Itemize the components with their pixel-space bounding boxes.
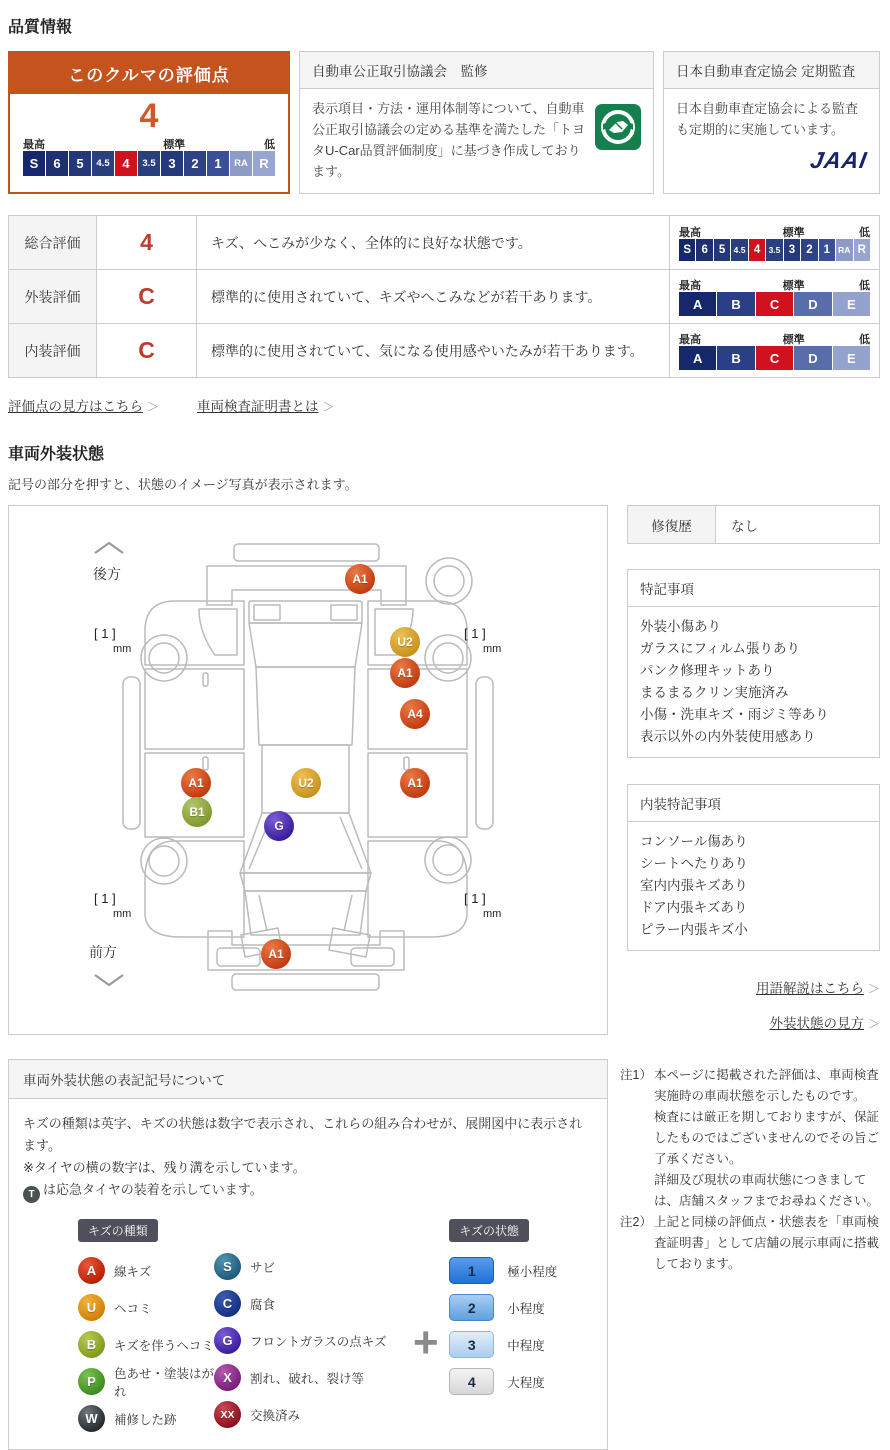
scale-cell-D: D bbox=[794, 346, 831, 370]
quality-header-row bbox=[8, 51, 880, 194]
scale-label-best: 最高 bbox=[23, 139, 45, 152]
kind-label: 割れ、破れ、裂け等 bbox=[250, 1371, 365, 1386]
assessment-grade: C bbox=[97, 324, 197, 378]
scale-cell-3: 3 bbox=[784, 239, 800, 261]
tire-depth-label: [ 1 ] bbox=[94, 891, 116, 906]
left-sill bbox=[123, 677, 140, 829]
interior-note-item: シートへたりあり bbox=[640, 856, 748, 871]
scale-cells bbox=[679, 239, 870, 261]
assessment-description: キズ、へこみが少なく、全体的に良好な状態です。 bbox=[197, 216, 670, 270]
kind-badge-U: U bbox=[78, 1294, 105, 1321]
right-sill bbox=[476, 677, 493, 829]
footnote-paragraph: 詳細及び現状の車両状態につきましては、店舗スタッフまでお尋ねください。 bbox=[654, 1173, 880, 1208]
scale-label-low: 低 bbox=[264, 139, 275, 152]
kind-badge-W: W bbox=[78, 1405, 105, 1432]
interior-note-item: ドア内張キズあり bbox=[640, 900, 748, 915]
score-scale bbox=[23, 136, 275, 176]
special-note-item: ガラスにフィルム張りあり bbox=[640, 641, 800, 656]
assessment-description: 標準的に使用されていて、キズやへこみなどが若干あります。 bbox=[197, 270, 670, 324]
front-plate bbox=[232, 974, 379, 990]
state-badge-2: 2 bbox=[449, 1294, 494, 1321]
kind-label: 腐食 bbox=[250, 1297, 276, 1312]
assessment-scale bbox=[670, 270, 880, 324]
assessment-table bbox=[8, 215, 880, 378]
scale-cell-2: 2 bbox=[801, 239, 817, 261]
repair-history bbox=[627, 505, 880, 544]
scale-cell-4: 4 bbox=[749, 239, 765, 261]
footnote-paragraph: 本ページに掲載された評価は、車両検査実施時の車両状態を示したものです。 bbox=[654, 1068, 879, 1103]
scale-cell-RA: RA bbox=[230, 151, 252, 176]
interior-notes-header: 内装特記事項 bbox=[628, 785, 879, 822]
jaai-box bbox=[663, 51, 880, 194]
scale-cell-RA: RA bbox=[836, 239, 852, 261]
repair-history-value: なし bbox=[731, 518, 758, 534]
scale-cell-S: S bbox=[23, 151, 45, 176]
kind-badge-S: S bbox=[214, 1253, 241, 1280]
scale-cell-S: S bbox=[679, 239, 695, 261]
legend-kind-C bbox=[214, 1285, 410, 1322]
car-damage-diagram bbox=[8, 505, 608, 1035]
scale-label-standard: 標準 bbox=[782, 227, 805, 239]
damage-kinds-tag: キズの種類 bbox=[78, 1219, 158, 1242]
kind-label: 交換済み bbox=[250, 1408, 301, 1423]
scale-cell-1: 1 bbox=[819, 239, 835, 261]
footnote-label: 注2） bbox=[620, 1215, 652, 1229]
scale-cells bbox=[23, 151, 275, 176]
assessment-label: 内装評価 bbox=[9, 324, 97, 378]
legend-header: 車両外装状態の表記記号について bbox=[9, 1060, 607, 1099]
scale-cell-3.5: 3.5 bbox=[766, 239, 782, 261]
legend-desc-3: T は応急タイヤの装着を示しています。 bbox=[23, 1179, 595, 1203]
special-note-item: パンク修理キットあり bbox=[640, 663, 775, 678]
scale-cell-4: 4 bbox=[115, 151, 137, 176]
legend-kind-B bbox=[78, 1326, 214, 1363]
damage-marker-U2[interactable]: U2 bbox=[291, 768, 321, 798]
rear-chevron-icon bbox=[95, 543, 123, 553]
jaai-body: 日本自動車査定協会による監査も定期的に実施しています。 bbox=[676, 101, 859, 138]
scale-labels bbox=[679, 224, 870, 239]
legend-kind-P bbox=[78, 1363, 214, 1400]
score-box-header: このクルマの評価点 bbox=[10, 53, 288, 94]
special-note-item: まるまるクリン実施済み bbox=[640, 685, 789, 700]
scale-cells bbox=[679, 292, 870, 316]
state-label: 小程度 bbox=[507, 1301, 545, 1316]
assessment-grade: C bbox=[97, 270, 197, 324]
state-label: 極小程度 bbox=[507, 1264, 558, 1279]
scale-cell-3.5: 3.5 bbox=[138, 151, 160, 176]
svg-text:mm: mm bbox=[113, 643, 132, 655]
damage-marker-U2[interactable]: U2 bbox=[390, 627, 420, 657]
state-badge-3: 3 bbox=[449, 1331, 494, 1358]
tire-depth-label: [ 1 ] bbox=[464, 626, 486, 641]
scale-label-low: 低 bbox=[859, 334, 870, 346]
assessment-label: 総合評価 bbox=[9, 216, 97, 270]
damage-marker-A1[interactable]: A1 bbox=[390, 658, 420, 688]
legend-state-1 bbox=[449, 1252, 595, 1289]
exterior-section-title: 車両外装状態 bbox=[8, 446, 105, 463]
front-direction-label: 前方 bbox=[89, 944, 117, 960]
scale-cell-R: R bbox=[854, 239, 870, 261]
legend-kind-S bbox=[214, 1248, 410, 1285]
repair-history-label: 修復歴 bbox=[628, 506, 716, 543]
scale-cell-6: 6 bbox=[696, 239, 712, 261]
scale-label-best: 最高 bbox=[679, 227, 701, 239]
scale-cell-A: A bbox=[679, 346, 716, 370]
assessment-row bbox=[9, 324, 880, 378]
rear-direction-label: 後方 bbox=[93, 566, 121, 582]
kind-label: フロントガラスの点キズ bbox=[250, 1334, 387, 1349]
link-text: 用語解説はこちら bbox=[755, 981, 864, 996]
interior-notes-box bbox=[627, 784, 880, 951]
chevron-right-icon: ＞ bbox=[147, 400, 160, 414]
legend-desc-1: キズの種類は英字、キズの状態は数字で表示され、これらの組み合わせが、展開図中に表示されます。 bbox=[23, 1116, 583, 1154]
tire-depth-label: [ 1 ] bbox=[94, 626, 116, 641]
scale-cells bbox=[679, 346, 870, 370]
state-label: 大程度 bbox=[507, 1375, 545, 1390]
roof bbox=[256, 667, 355, 745]
special-note-item: 小傷・洗車キズ・雨ジミ等あり bbox=[640, 707, 829, 722]
legend-kind-U bbox=[78, 1289, 214, 1326]
footnote-paragraph: 上記と同様の評価点・状態表を「車両検査証明書」として店舗の展示車両に搭載しております。 bbox=[654, 1215, 880, 1271]
scale-label-standard: 標準 bbox=[782, 334, 805, 346]
footnote-1 bbox=[620, 1065, 880, 1212]
scale-label-standard: 標準 bbox=[782, 280, 805, 292]
scale-label-standard: 標準 bbox=[163, 139, 186, 152]
damage-marker-A1[interactable]: A1 bbox=[181, 768, 211, 798]
footnote-text bbox=[654, 1212, 880, 1275]
side-link-1[interactable] bbox=[769, 1012, 880, 1032]
chevron-right-icon: ＞ bbox=[322, 400, 335, 414]
scale-label-low: 低 bbox=[859, 227, 870, 239]
link-0[interactable] bbox=[8, 395, 159, 415]
kind-label: 色あせ・塗装はがれ bbox=[114, 1366, 215, 1399]
rear-bumper bbox=[207, 566, 406, 605]
svg-text:mm: mm bbox=[483, 908, 502, 920]
scale-cell-D: D bbox=[794, 292, 831, 316]
special-note-item: 表示以外の内外装使用感あり bbox=[640, 729, 816, 744]
cowl bbox=[240, 873, 371, 891]
legend-kind-G bbox=[214, 1322, 410, 1359]
scale-cell-E: E bbox=[833, 346, 870, 370]
kind-badge-G: G bbox=[214, 1327, 241, 1354]
scale-labels bbox=[23, 136, 275, 151]
assessment-row bbox=[9, 270, 880, 324]
kind-label: キズを伴うヘコミ bbox=[114, 1338, 214, 1353]
scale-cell-1: 1 bbox=[207, 151, 229, 176]
link-text: 評価点の見方はこちら bbox=[8, 399, 143, 414]
special-note-item: 外装小傷あり bbox=[640, 619, 721, 634]
front-chevron-icon bbox=[95, 975, 123, 985]
left-rear-wheel bbox=[141, 635, 187, 681]
fair-trade-body: 表示項目・方法・運用体制等について、自動車公正取引協議会の定める基準を満たした「トヨタU-Car品質評価制度」に基づき作成しております。 bbox=[312, 101, 586, 180]
scale-cell-C: C bbox=[756, 292, 793, 316]
rear-glass bbox=[249, 623, 362, 667]
legend-kind-XX bbox=[214, 1396, 410, 1433]
top-links bbox=[8, 395, 880, 415]
scale-cell-C: C bbox=[756, 346, 793, 370]
interior-note-item: 室内内張キズあり bbox=[640, 878, 748, 893]
kind-label: 線キズ bbox=[114, 1264, 152, 1279]
scale-cell-2: 2 bbox=[184, 151, 206, 176]
assessment-scale bbox=[670, 216, 880, 270]
svg-text:mm: mm bbox=[483, 643, 502, 655]
kind-badge-X: X bbox=[214, 1364, 241, 1391]
legend-state-2 bbox=[449, 1289, 595, 1326]
fair-trade-box bbox=[299, 51, 654, 194]
score-box bbox=[8, 51, 290, 194]
footnote-paragraph: 検査には厳正を期しておりますが、保証したものではございませんのでその旨ご了承ください。 bbox=[654, 1110, 880, 1166]
assessment-row bbox=[9, 216, 880, 270]
legend-kind-W bbox=[78, 1400, 214, 1437]
assessment-scale-bar bbox=[679, 224, 870, 261]
scale-label-best: 最高 bbox=[679, 280, 701, 292]
kind-badge-C: C bbox=[214, 1290, 241, 1317]
legend-state-4 bbox=[449, 1363, 595, 1400]
link-1[interactable] bbox=[197, 395, 335, 415]
headlight-right bbox=[329, 928, 370, 957]
scale-cell-A: A bbox=[679, 292, 716, 316]
damage-marker-A1[interactable]: A1 bbox=[400, 768, 430, 798]
assessment-scale bbox=[670, 324, 880, 378]
spare-tire-icon: T bbox=[23, 1186, 40, 1203]
plus-sign: + bbox=[412, 1318, 439, 1368]
damage-marker-A4[interactable]: A4 bbox=[400, 699, 430, 729]
scale-cell-4.5: 4.5 bbox=[731, 239, 747, 261]
footnote-2 bbox=[620, 1212, 880, 1275]
right-rear-wheel bbox=[425, 635, 471, 681]
scale-labels bbox=[679, 277, 870, 292]
scale-cell-B: B bbox=[717, 292, 754, 316]
damage-marker-G[interactable]: G bbox=[264, 811, 294, 841]
svg-text:mm: mm bbox=[113, 908, 132, 920]
page-title: 品質情報 bbox=[8, 19, 73, 36]
scale-cell-E: E bbox=[833, 292, 870, 316]
kind-badge-A: A bbox=[78, 1257, 105, 1284]
scale-cell-5: 5 bbox=[69, 151, 91, 176]
legend-kind-A bbox=[78, 1252, 214, 1289]
legend-state-3 bbox=[449, 1326, 595, 1363]
legend-box bbox=[8, 1059, 608, 1450]
legend-kind-X bbox=[214, 1359, 410, 1396]
exterior-section-subtitle: 記号の部分を押すと、状態のイメージ写真が表示されます。 bbox=[8, 477, 358, 492]
scale-cell-4.5: 4.5 bbox=[92, 151, 114, 176]
interior-note-item: コンソール傷あり bbox=[640, 834, 748, 849]
score-grade: 4 bbox=[139, 97, 159, 135]
scale-label-best: 最高 bbox=[679, 334, 701, 346]
kind-badge-P: P bbox=[78, 1368, 105, 1395]
assessment-label: 外装評価 bbox=[9, 270, 97, 324]
scale-cell-6: 6 bbox=[46, 151, 68, 176]
jaai-logo: JAAI bbox=[808, 147, 870, 174]
state-label: 中程度 bbox=[507, 1338, 545, 1353]
damage-marker-B1[interactable]: B1 bbox=[182, 797, 212, 827]
state-badge-4: 4 bbox=[449, 1368, 494, 1395]
side-link-0[interactable] bbox=[756, 977, 880, 997]
rear-plate bbox=[234, 544, 379, 561]
fair-trade-header: 自動車公正取引協議会 監修 bbox=[300, 52, 653, 89]
scale-cell-R: R bbox=[253, 151, 275, 176]
legend-desc-2: ※タイヤの横の数字は、残り溝を示しています。 bbox=[23, 1160, 306, 1176]
chevron-right-icon: ＞ bbox=[867, 1017, 880, 1031]
scale-labels bbox=[679, 331, 870, 346]
kind-badge-B: B bbox=[78, 1331, 105, 1358]
assessment-scale-bar bbox=[679, 277, 870, 316]
damage-marker-A1[interactable]: A1 bbox=[261, 939, 291, 969]
footnotes bbox=[620, 1059, 880, 1450]
kind-label: サビ bbox=[250, 1260, 276, 1275]
link-text: 外装状態の見方 bbox=[769, 1016, 864, 1031]
damage-marker-A1[interactable]: A1 bbox=[345, 564, 375, 594]
right-front-quarter bbox=[368, 841, 467, 937]
link-text: 車両検査証明書とは bbox=[197, 399, 319, 414]
kind-label: ヘコミ bbox=[114, 1301, 152, 1316]
state-badge-1: 1 bbox=[449, 1257, 494, 1284]
spare-tire bbox=[426, 558, 472, 604]
diagram-side-column bbox=[627, 505, 880, 1047]
special-notes-box bbox=[627, 569, 880, 758]
scale-cell-B: B bbox=[717, 346, 754, 370]
footnote-text bbox=[654, 1065, 880, 1212]
jaai-header: 日本自動車査定協会 定期監査 bbox=[664, 52, 879, 89]
scale-cell-5: 5 bbox=[714, 239, 730, 261]
kind-badge-XX: XX bbox=[214, 1401, 241, 1428]
tire-depth-label: [ 1 ] bbox=[464, 891, 486, 906]
left-front-quarter bbox=[145, 841, 244, 937]
assessment-grade: 4 bbox=[97, 216, 197, 270]
scale-cell-3: 3 bbox=[161, 151, 183, 176]
interior-note-item: ピラー内張キズ小 bbox=[640, 922, 748, 937]
assessment-description: 標準的に使用されていて、気になる使用感やいたみが若干あります。 bbox=[197, 324, 670, 378]
scale-label-low: 低 bbox=[859, 280, 870, 292]
special-notes-header: 特記事項 bbox=[628, 570, 879, 607]
kind-label: 補修した跡 bbox=[114, 1412, 177, 1427]
chevron-right-icon: ＞ bbox=[867, 982, 880, 996]
assessment-scale-bar bbox=[679, 331, 870, 370]
footnote-label: 注1） bbox=[620, 1068, 652, 1082]
damage-states-tag: キズの状態 bbox=[449, 1219, 529, 1242]
aftc-handshake-icon bbox=[595, 98, 641, 184]
